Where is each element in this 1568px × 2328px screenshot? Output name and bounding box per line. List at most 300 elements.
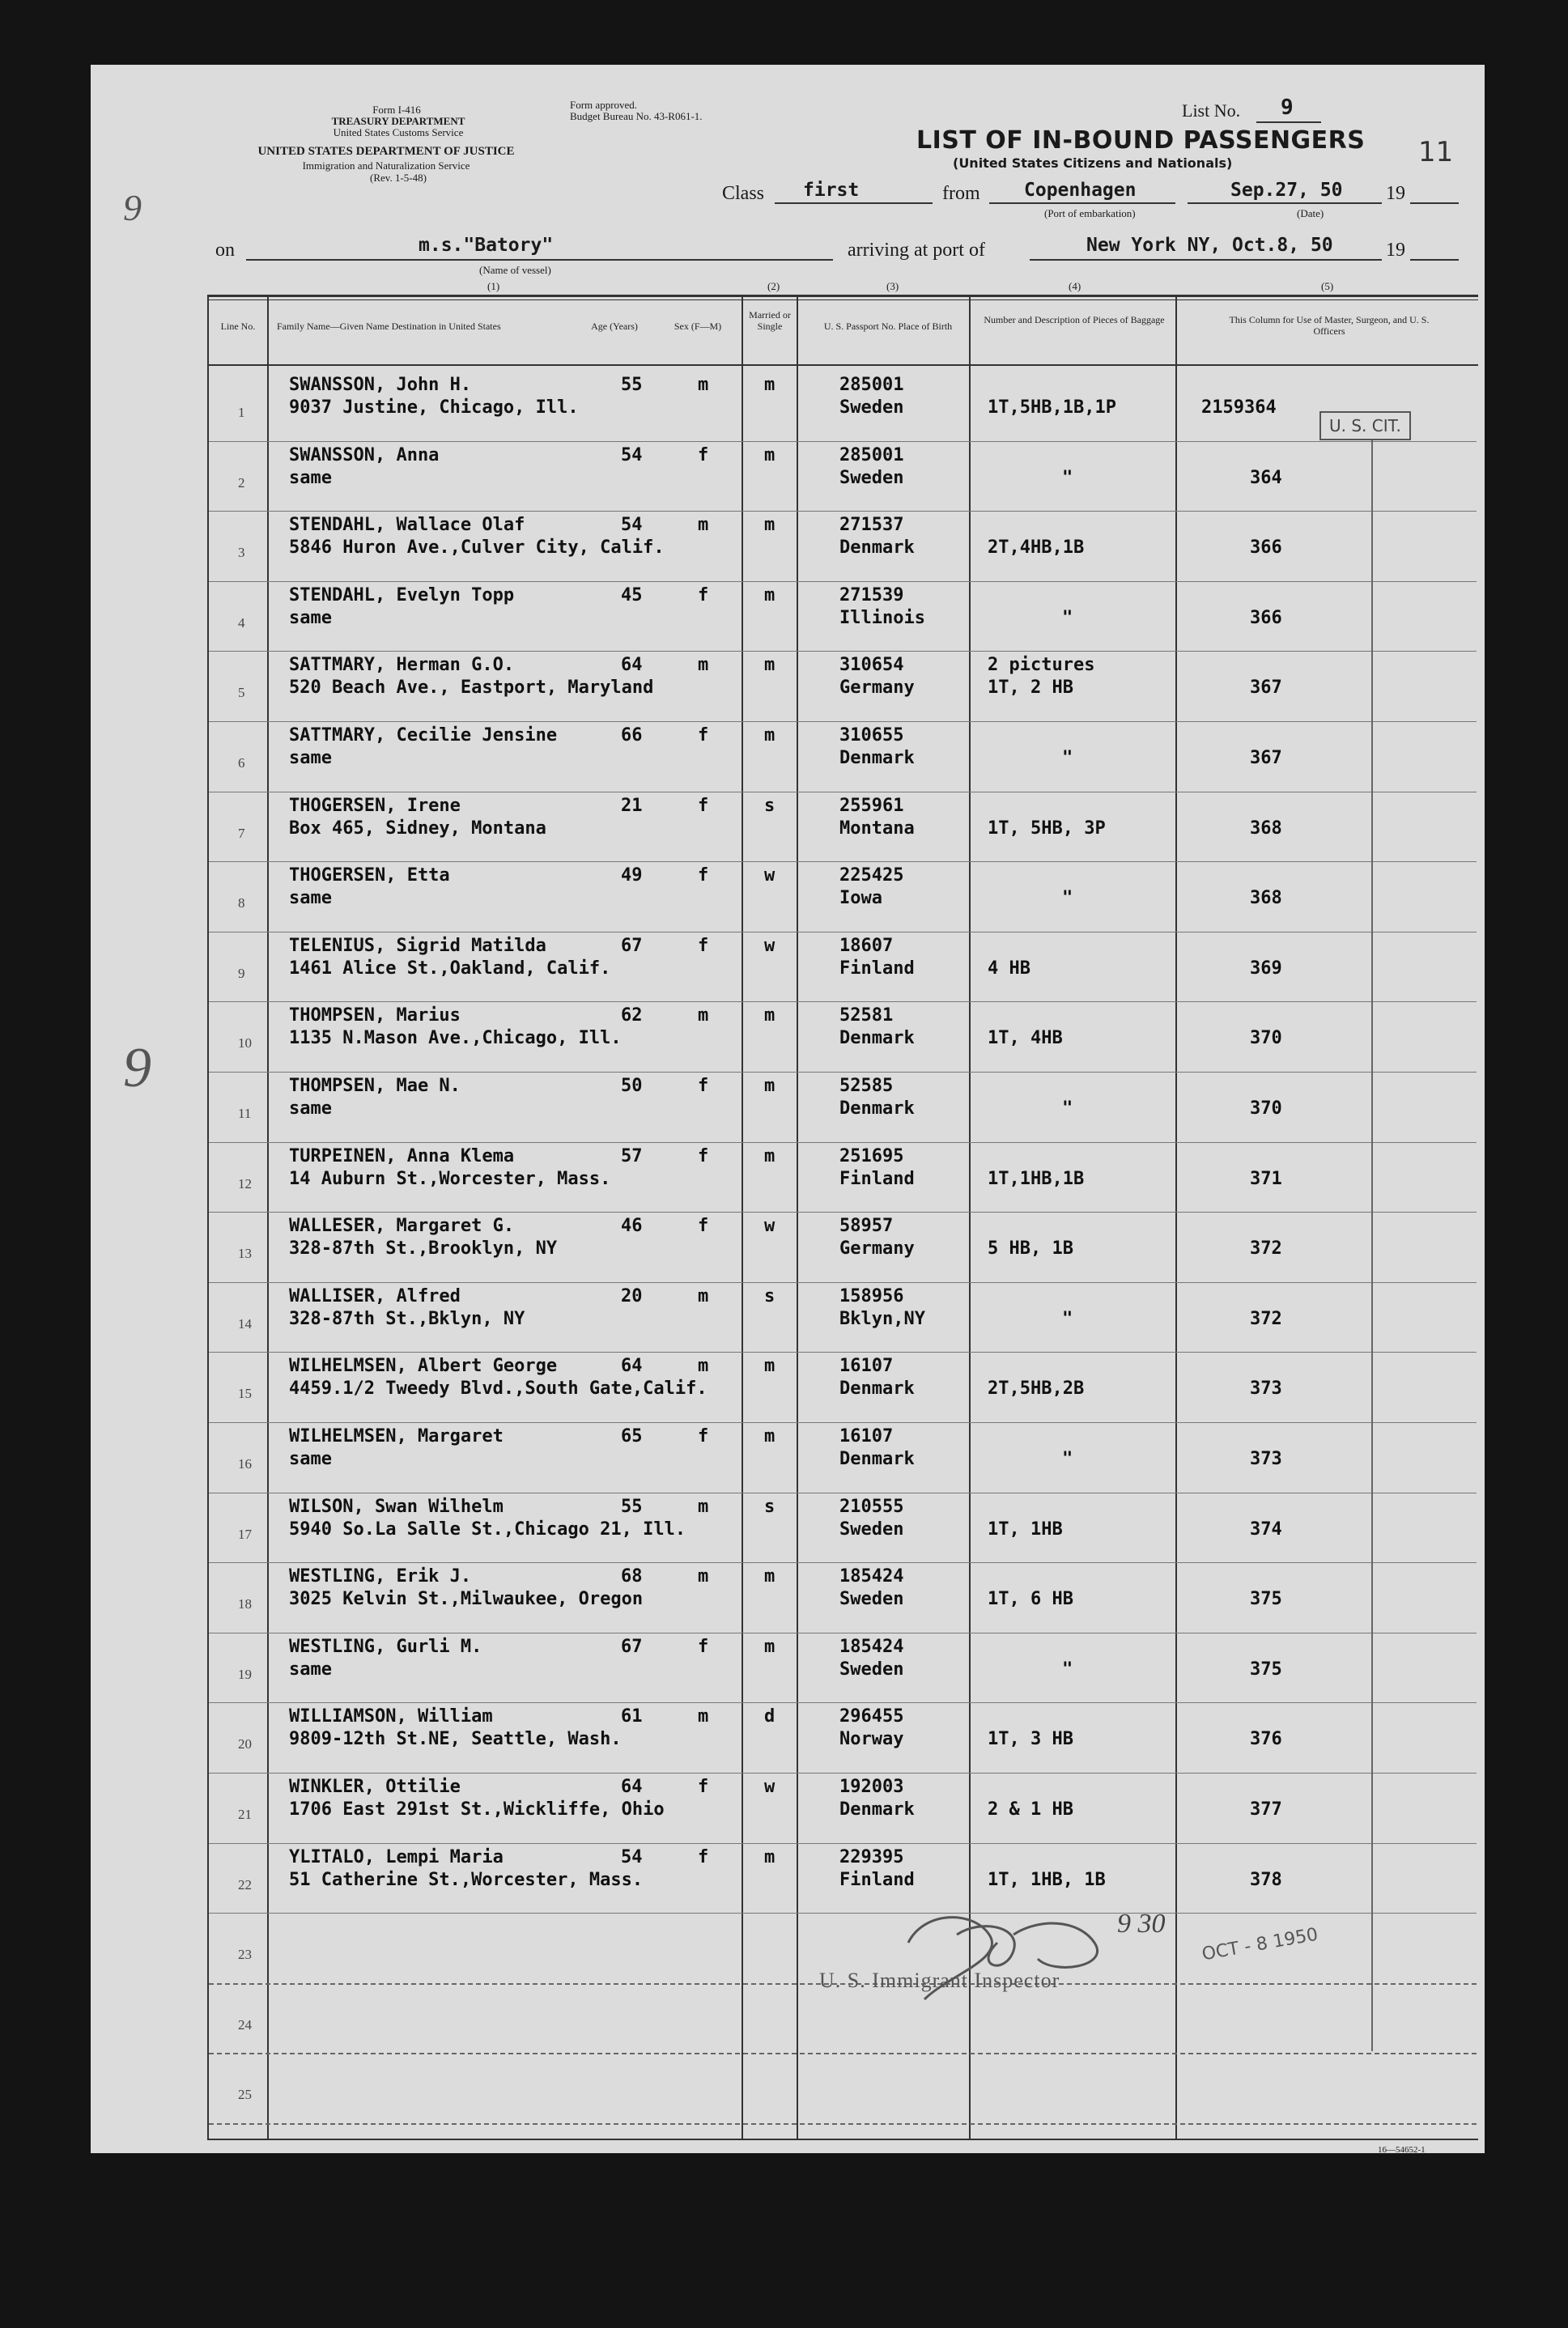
passenger-age: 62 [621,1005,643,1026]
place-of-birth: Denmark [839,1098,915,1119]
passenger-age: 20 [621,1285,643,1306]
year-underline [1410,202,1459,204]
officer-reference: 368 [1250,888,1282,909]
passenger-marital-status: m [764,1846,776,1867]
place-of-birth: Germany [839,1238,915,1260]
passenger-destination: 3025 Kelvin St.,Milwaukee, Oregon [289,1589,644,1610]
port-embark-caption: (Port of embarkation) [1044,207,1136,219]
passenger-name: STENDAHL, Wallace Olaf [289,515,525,536]
place-of-birth: Denmark [839,1028,915,1049]
list-no-underline [1256,121,1321,123]
passenger-sex: f [698,1076,709,1096]
passenger-destination: 520 Beach Ave., Eastport, Maryland [289,678,654,699]
baggage-description: 1T, 6 HB [988,1589,1073,1610]
page-title: LIST OF IN-BOUND PASSENGERS [916,126,1366,155]
passenger-name: WALLESER, Margaret G. [289,1216,515,1237]
place-of-birth: Denmark [839,748,915,768]
row-divider [209,441,1477,442]
col-header-sex: Sex (F—M) [674,321,722,332]
officer-reference: 370 [1250,1028,1282,1049]
line-number: 20 [238,1736,252,1752]
passenger-age: 46 [621,1216,643,1237]
col-header-line: Line No. [220,321,256,332]
officer-reference: 375 [1250,1659,1282,1680]
arriving-value: New York NY, Oct.8, 50 [1086,235,1333,256]
baggage-description: 1T, 1HB [988,1519,1063,1540]
passenger-name: THOGERSEN, Etta [289,865,450,886]
baggage-description: 1T, 3 HB [988,1729,1073,1750]
baggage-description: 1T, 1HB, 1B [988,1869,1106,1890]
passenger-name: STENDAHL, Evelyn Topp [289,584,515,605]
col-header-age: Age (Years) [591,321,638,332]
passenger-marital-status: s [764,1285,776,1306]
passenger-destination: 1135 N.Mason Ave.,Chicago, Ill. [289,1028,622,1049]
col-header-name: Family Name—Given Name Destination in United States [277,321,501,332]
row-divider [209,721,1477,722]
line-number: 1 [238,405,245,420]
passenger-name: YLITALO, Lempi Maria [289,1846,504,1867]
passenger-destination: same [289,607,332,628]
passenger-destination: 9037 Justine, Chicago, Ill. [289,397,579,418]
date-underline [1188,202,1382,204]
passenger-name: WILSON, Swan Wilhelm [289,1496,504,1517]
check-line [1371,440,1373,2051]
baggage-description: 1T, 4HB [988,1028,1063,1049]
class-label: Class [722,183,765,204]
passenger-name: SWANSSON, Anna [289,444,440,465]
col-number-2: (2) [767,280,780,292]
passenger-name: WESTLING, Erik J. [289,1566,472,1587]
passport-number: 271537 [839,515,904,536]
passenger-destination: 5846 Huron Ave.,Culver City, Calif. [289,537,665,559]
passenger-age: 54 [621,1846,643,1867]
line-number: 11 [238,1106,252,1121]
passenger-sex: f [698,1145,709,1166]
line-number: 24 [238,2016,252,2033]
passenger-destination: 328-87th St.,Brooklyn, NY [289,1238,558,1260]
passenger-sex: f [698,1846,709,1867]
officer-reference: 375 [1250,1589,1282,1610]
passport-number: 251695 [839,1145,904,1166]
table-header-border [207,364,1478,366]
officer-reference: 364 [1250,467,1282,488]
passenger-marital-status: m [764,1005,776,1026]
line-number: 14 [238,1315,252,1332]
officer-reference: 2159364 [1201,397,1277,418]
page-subtitle: (United States Citizens and Nationals) [953,155,1233,171]
passenger-age: 64 [621,655,643,676]
passenger-age: 50 [621,1076,643,1096]
passenger-destination: 1461 Alice St.,Oakland, Calif. [289,958,611,979]
vessel-name: m.s."Batory" [419,235,554,256]
place-of-birth: Finland [839,958,915,979]
form-footer: 16—54652-1 [1378,2145,1426,2155]
passenger-marital-status: m [764,725,776,746]
table-bottom-border [207,2139,1478,2140]
place-of-birth: Denmark [839,1379,915,1400]
passenger-sex: m [698,1566,709,1587]
passenger-marital-status: d [764,1706,776,1727]
passenger-name: TELENIUS, Sigrid Matilda [289,935,546,956]
passenger-age: 49 [621,865,643,886]
inspector-signature [852,1886,1119,2024]
passenger-marital-status: m [764,1566,776,1587]
passenger-age: 66 [621,725,643,746]
col-divider-line [267,295,269,2140]
passenger-destination: same [289,1659,332,1680]
passenger-name: THOGERSEN, Irene [289,795,461,816]
col-header-married: Married or Single [749,309,791,332]
row-divider [209,1072,1477,1073]
baggage-description: " [1062,1308,1073,1329]
passenger-name: WALLISER, Alfred [289,1285,461,1306]
passenger-destination: 14 Auburn St.,Worcester, Mass. [289,1168,611,1189]
baggage-description: " [1062,748,1073,768]
line-number: 5 [238,685,245,701]
form-revision: (Rev. 1-5-48) [370,172,427,184]
line-number: 25 [238,2087,252,2103]
officer-reference: 373 [1250,1449,1282,1469]
line-number: 23 [238,1947,252,1963]
line-number: 21 [238,1807,252,1822]
line-number: 2 [238,474,245,491]
passenger-sex: m [698,1005,709,1026]
row-divider [209,1212,1477,1213]
baggage-description: " [1062,888,1073,909]
passenger-age: 67 [621,1636,643,1657]
place-of-birth: Iowa [839,888,882,909]
line-number: 9 [238,965,245,981]
passenger-sex: f [698,444,709,465]
passport-number: 16107 [839,1356,894,1377]
passenger-destination: same [289,1098,332,1119]
passenger-sex: f [698,1777,709,1797]
passenger-sex: f [698,584,709,605]
passenger-sex: f [698,725,709,746]
place-of-birth: Denmark [839,1449,915,1469]
place-of-birth: Sweden [839,1659,904,1680]
baggage-description: 1T, 2 HB [988,678,1073,699]
row-divider [209,1422,1477,1423]
row-divider [209,1843,1477,1844]
officer-reference: 366 [1250,607,1282,628]
margin-note-top: 9 [123,187,142,228]
vessel-underline [246,259,833,261]
passenger-marital-status: s [764,1496,776,1517]
baggage-description: " [1062,1659,1073,1680]
baggage-description: 1T,1HB,1B [988,1168,1085,1189]
passenger-sex: f [698,795,709,816]
year-suffix: 19 [1386,183,1405,204]
col-number-4: (4) [1069,280,1081,292]
passenger-marital-status: m [764,1426,776,1447]
passenger-destination: same [289,748,332,768]
passenger-name: SWANSSON, John H. [289,375,472,395]
dept-customs: United States Customs Service [333,126,464,138]
passport-number: 158956 [839,1285,904,1306]
passenger-sex: f [698,1426,709,1447]
passenger-sex: f [698,865,709,886]
passenger-sex: m [698,1285,709,1306]
officer-reference: 374 [1250,1519,1282,1540]
col-divider-sex [742,295,743,2140]
passenger-marital-status: m [764,375,776,395]
line-number: 12 [238,1175,252,1192]
place-of-birth: Sweden [839,467,904,488]
passenger-sex: f [698,1216,709,1237]
vessel-caption: (Name of vessel) [479,264,551,276]
passport-number: 58957 [839,1216,894,1237]
passenger-marital-status: m [764,1636,776,1657]
baggage-description: 2T,4HB,1B [988,537,1085,559]
passenger-name: THOMPSEN, Marius [289,1005,461,1026]
passenger-marital-status: m [764,1076,776,1096]
passport-number: 285001 [839,444,904,465]
form-number: Form I-416 [372,104,421,116]
dept-ins: Immigration and Naturalization Service [302,159,470,172]
passenger-sex: m [698,515,709,536]
officer-reference: 369 [1250,958,1282,979]
from-value: Copenhagen [1024,180,1137,201]
passport-number: 16107 [839,1426,894,1447]
row-divider [209,1142,1477,1143]
passenger-marital-status: s [764,795,776,816]
stamp-date: OCT - 8 1950 [1200,1924,1320,1965]
arriving-underline [1030,259,1382,261]
date-caption: (Date) [1297,207,1324,219]
col-header-baggage: Number and Description of Pieces of Baggage [984,314,1165,325]
passenger-sex: f [698,1636,709,1657]
place-of-birth: Sweden [839,1519,904,1540]
baggage-description: 5 HB, 1B [988,1238,1073,1260]
passport-number: 52585 [839,1076,894,1096]
line-number: 7 [238,825,245,841]
date-value: Sep.27, 50 [1230,180,1343,201]
passenger-destination: 328-87th St.,Bklyn, NY [289,1308,525,1329]
table-top-border-inner [207,299,1478,300]
row-divider [209,1913,1477,1914]
passenger-sex: m [698,1706,709,1727]
passenger-destination: same [289,1449,332,1469]
form-sheet [91,65,1485,2153]
passport-number: 210555 [839,1496,904,1517]
passport-number: 52581 [839,1005,894,1026]
place-of-birth: Denmark [839,537,915,559]
row-divider [209,1282,1477,1283]
col-divider-passport [969,295,971,2140]
passenger-marital-status: w [764,1216,776,1237]
from-underline [989,202,1175,204]
baggage-description: " [1062,1098,1073,1119]
passport-number: 192003 [839,1777,904,1797]
year-underline-2 [1410,259,1459,261]
place-of-birth: Sweden [839,397,904,418]
on-label: on [215,240,235,261]
passenger-name: WILLIAMSON, William [289,1706,493,1727]
passenger-marital-status: m [764,444,776,465]
officer-reference: 367 [1250,748,1282,768]
col-divider-baggage [1175,295,1177,2140]
officer-reference: 367 [1250,678,1282,699]
passenger-name: SATTMARY, Herman G.O. [289,655,515,676]
passenger-sex: m [698,1356,709,1377]
place-of-birth: Finland [839,1168,915,1189]
passenger-marital-status: m [764,1356,776,1377]
baggage-description: 2 & 1 HB [988,1799,1073,1820]
place-of-birth: Germany [839,678,915,699]
line-number: 10 [238,1035,252,1051]
class-value: first [803,180,860,201]
passport-number: 225425 [839,865,904,886]
passenger-marital-status: m [764,655,776,676]
line-number: 3 [238,545,245,561]
baggage-description: " [1062,467,1073,488]
dept-justice: UNITED STATES DEPARTMENT OF JUSTICE [257,145,515,158]
passenger-name: SATTMARY, Cecilie Jensine [289,725,558,746]
passport-number: 285001 [839,375,904,395]
passenger-destination: same [289,888,332,909]
page-number: 11 [1418,136,1454,168]
dept-treasury: TREASURY DEPARTMENT [331,115,465,127]
handwritten-time: 9 30 [1117,1909,1166,1939]
line-number: 8 [238,895,245,911]
officer-reference: 377 [1250,1799,1282,1820]
passport-number: 310655 [839,725,904,746]
passenger-age: 55 [621,1496,643,1517]
passenger-name: THOMPSEN, Mae N. [289,1076,461,1096]
passenger-age: 55 [621,375,643,395]
passenger-age: 64 [621,1356,643,1377]
officer-reference: 372 [1250,1238,1282,1260]
officer-reference: 378 [1250,1869,1282,1890]
table-top-border [207,295,1478,297]
passenger-age: 64 [621,1777,643,1797]
passenger-marital-status: m [764,584,776,605]
passenger-age: 54 [621,515,643,536]
line-number: 15 [238,1386,252,1402]
passenger-age: 57 [621,1145,643,1166]
passenger-name: WESTLING, Gurli M. [289,1636,482,1657]
row-divider [209,861,1477,862]
place-of-birth: Finland [839,1869,915,1890]
officer-reference: 370 [1250,1098,1282,1119]
passenger-sex: m [698,1496,709,1517]
place-of-birth: Montana [839,818,915,839]
passenger-age: 68 [621,1566,643,1587]
passport-number: 296455 [839,1706,904,1727]
col-divider-left [207,295,209,2140]
passenger-destination: 9809-12th St.NE, Seattle, Wash. [289,1729,622,1750]
passenger-age: 61 [621,1706,643,1727]
col-header-passport: U. S. Passport No. Place of Birth [823,321,953,332]
passport-number: 255961 [839,795,904,816]
officer-reference: 368 [1250,818,1282,839]
officer-reference: 372 [1250,1308,1282,1329]
passenger-name: WINKLER, Ottilie [289,1777,461,1797]
baggage-description: 1T, 5HB, 3P [988,818,1106,839]
line-number: 4 [238,614,245,631]
passenger-destination: 5940 So.La Salle St.,Chicago 21, Ill. [289,1519,686,1540]
passenger-destination: same [289,467,332,488]
inspector-caption: U. S. Immigrant Inspector [819,1969,1060,1992]
passport-number: 18607 [839,935,894,956]
row-divider [209,581,1477,582]
place-of-birth: Illinois [839,607,925,628]
passenger-destination: 4459.1/2 Tweedy Blvd.,South Gate,Calif. [289,1379,708,1400]
line-number: 17 [238,1526,252,1542]
form-approved: Form approved. [570,99,638,111]
from-label: from [942,183,980,204]
passenger-age: 45 [621,584,643,605]
passport-number: 185424 [839,1566,904,1587]
passenger-marital-status: w [764,1777,776,1797]
col-number-3: (3) [886,280,899,292]
row-divider [209,1001,1477,1002]
passport-number: 229395 [839,1846,904,1867]
line-number: 16 [238,1456,252,1472]
class-underline [775,202,933,204]
passenger-name: WILHELMSEN, Albert George [289,1356,558,1377]
passenger-destination: 1706 East 291st St.,Wickliffe, Ohio [289,1799,665,1820]
line-number: 19 [238,1666,252,1682]
place-of-birth: Norway [839,1729,904,1750]
passenger-sex: m [698,655,709,676]
baggage-description: 1T,5HB,1B,1P [988,397,1116,418]
row-divider [209,2053,1477,2054]
officer-reference: 366 [1250,537,1282,559]
passenger-age: 54 [621,444,643,465]
row-divider [209,1352,1477,1353]
col-number-1: (1) [487,280,500,292]
year-suffix-2: 19 [1386,240,1405,261]
row-divider [209,1773,1477,1774]
baggage-description: 4 HB [988,958,1030,979]
baggage-description: 2 pictures [988,655,1095,676]
officer-reference: 373 [1250,1379,1282,1400]
passenger-sex: f [698,935,709,956]
passenger-age: 67 [621,935,643,956]
passenger-sex: m [698,375,709,395]
baggage-description: " [1062,1449,1073,1469]
arriving-label: arriving at port of [848,240,985,261]
list-no-value: 9 [1281,96,1294,120]
line-number: 6 [238,755,245,771]
officer-reference: 371 [1250,1168,1282,1189]
passport-number: 310654 [839,655,904,676]
col-number-5: (5) [1321,280,1334,292]
baggage-description: 2T,5HB,2B [988,1379,1085,1400]
place-of-birth: Sweden [839,1589,904,1610]
passport-number: 185424 [839,1636,904,1657]
col-divider-married [797,295,798,2140]
passenger-age: 21 [621,795,643,816]
citizen-stamp: U. S. CIT. [1319,411,1411,440]
passenger-name: TURPEINEN, Anna Klema [289,1145,515,1166]
line-number: 18 [238,1596,252,1612]
place-of-birth: Bklyn,NY [839,1308,925,1329]
budget-bureau: Budget Bureau No. 43-R061-1. [570,110,703,122]
row-divider [209,1702,1477,1703]
list-no-label: List No. [1182,100,1241,121]
officer-reference: 376 [1250,1729,1282,1750]
passenger-destination: Box 465, Sidney, Montana [289,818,546,839]
passenger-marital-status: m [764,515,776,536]
passenger-marital-status: w [764,935,776,956]
line-number: 22 [238,1876,252,1893]
col-header-officers: This Column for Use of Master, Surgeon, and U. S. Officers [1229,314,1430,337]
margin-note-mid: 9 [123,1037,151,1099]
place-of-birth: Denmark [839,1799,915,1820]
